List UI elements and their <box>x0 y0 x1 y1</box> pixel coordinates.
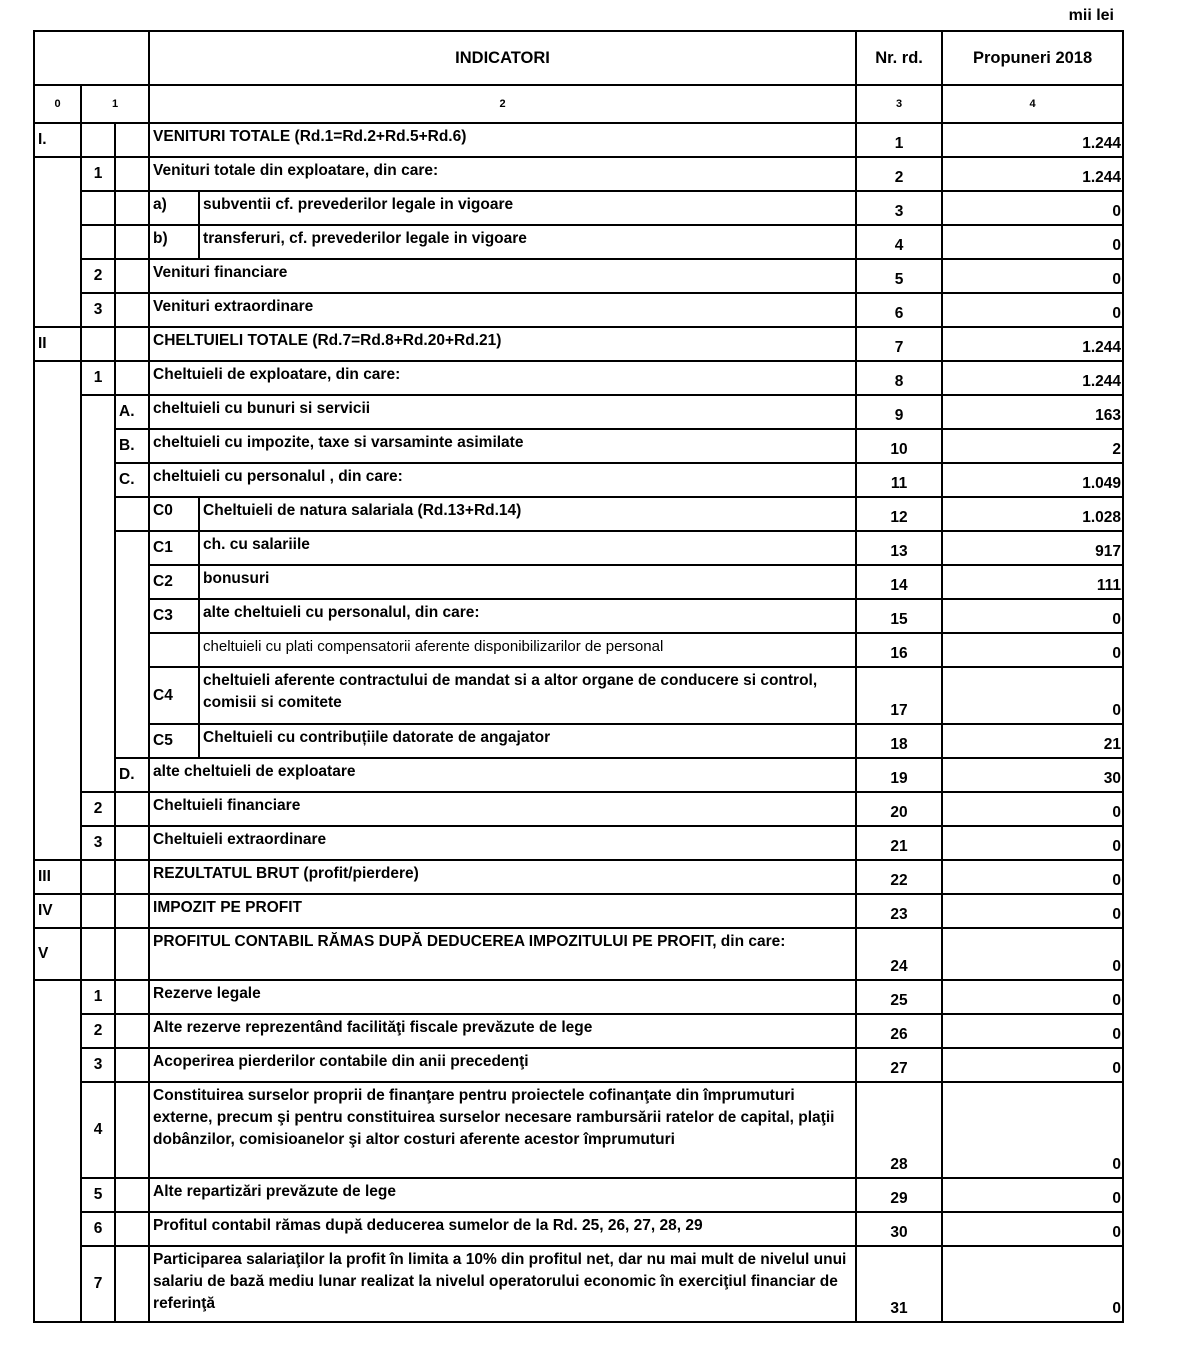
empty-cell <box>81 327 115 361</box>
value-cell: 0 <box>942 1212 1123 1246</box>
row-number: 28 <box>856 1082 942 1178</box>
section-number: II <box>34 327 81 361</box>
col-index-2: 2 <box>149 85 856 123</box>
row-number: 29 <box>856 1178 942 1212</box>
row-number: 9 <box>856 395 942 429</box>
empty-cell <box>115 1212 149 1246</box>
indicator-label: Venituri totale din exploatare, din care: <box>149 157 856 191</box>
indicator-label: cheltuieli aferente contractului de mandat si a altor organe de conducere si control, comisii si comitete <box>199 667 856 724</box>
table-row <box>34 395 1123 429</box>
empty-cell <box>34 361 81 860</box>
empty-cell <box>115 123 149 157</box>
indicator-label: cheltuieli cu impozite, taxe si varsaminte asimilate <box>149 429 856 463</box>
item-code: C4 <box>149 667 199 724</box>
indicator-label: ch. cu salariile <box>199 531 856 565</box>
indicator-label: Acoperirea pierderilor contabile din anii precedenţi <box>149 1048 856 1082</box>
row-number: 4 <box>856 225 942 259</box>
empty-cell <box>115 1014 149 1048</box>
empty-cell <box>115 225 149 259</box>
row-number: 7 <box>856 327 942 361</box>
value-cell: 0 <box>942 633 1123 667</box>
value-cell: 0 <box>942 792 1123 826</box>
section-number: IV <box>34 894 81 928</box>
item-code: C3 <box>149 599 199 633</box>
item-number: 1 <box>81 157 115 191</box>
table-row <box>34 191 1123 225</box>
indicator-label: PROFITUL CONTABIL RĂMAS DUPĂ DEDUCEREA IMPOZITULUI PE PROFIT, din care: <box>149 928 856 980</box>
value-cell: 1.049 <box>942 463 1123 497</box>
row-number: 14 <box>856 565 942 599</box>
table-row <box>34 1048 1123 1082</box>
table-row <box>34 497 1123 531</box>
indicator-label: Cheltuieli extraordinare <box>149 826 856 860</box>
item-letter: b) <box>149 225 199 259</box>
column-index-row <box>34 85 1123 123</box>
empty-cell <box>115 259 149 293</box>
row-number: 2 <box>856 157 942 191</box>
indicator-label: cheltuieli cu plati compensatorii aferente disponibilizarilor de personal <box>199 633 856 667</box>
value-cell: 0 <box>942 599 1123 633</box>
value-cell: 0 <box>942 225 1123 259</box>
empty-cell <box>115 497 149 531</box>
row-number: 30 <box>856 1212 942 1246</box>
table-row <box>34 463 1123 497</box>
item-letter: a) <box>149 191 199 225</box>
item-code: C2 <box>149 565 199 599</box>
indicator-label: Cheltuieli de natura salariala (Rd.13+Rd.14) <box>199 497 856 531</box>
budget-table <box>33 30 1124 1323</box>
table-row <box>34 792 1123 826</box>
table-row <box>34 724 1123 758</box>
item-number: 5 <box>81 1178 115 1212</box>
row-number: 13 <box>856 531 942 565</box>
empty-cell <box>34 157 81 327</box>
indicator-label: CHELTUIELI TOTALE (Rd.7=Rd.8+Rd.20+Rd.21) <box>149 327 856 361</box>
value-cell: 163 <box>942 395 1123 429</box>
table-row <box>34 928 1123 980</box>
row-number: 1 <box>856 123 942 157</box>
empty-cell <box>81 123 115 157</box>
table-row <box>34 860 1123 894</box>
col-index-0: 0 <box>34 85 81 123</box>
row-number: 5 <box>856 259 942 293</box>
table-row <box>34 327 1123 361</box>
empty-cell <box>115 1082 149 1178</box>
empty-cell <box>115 980 149 1014</box>
indicator-label: VENITURI TOTALE (Rd.1=Rd.2+Rd.5+Rd.6) <box>149 123 856 157</box>
table-row <box>34 293 1123 327</box>
table-row <box>34 361 1123 395</box>
item-code: C5 <box>149 724 199 758</box>
item-number: 7 <box>81 1246 115 1322</box>
row-number: 19 <box>856 758 942 792</box>
section-number: I. <box>34 123 81 157</box>
indicator-label: Constituirea surselor proprii de finanţare pentru proiectele cofinanţate din împrumuturi externe, precum şi pentru constituirea surselor necesare rambursării ratelor de capital, plaţii dobânzilor, comisioanelor şi altor costuri aferente acestor împrumuturi <box>149 1082 856 1178</box>
item-letter: A. <box>115 395 149 429</box>
header-indicatori: INDICATORI <box>149 31 856 85</box>
indicator-label: alte cheltuieli cu personalul, din care: <box>199 599 856 633</box>
row-number: 25 <box>856 980 942 1014</box>
value-cell: 0 <box>942 1082 1123 1178</box>
table-row <box>34 1082 1123 1178</box>
header-row <box>34 31 1123 85</box>
item-letter: C. <box>115 463 149 497</box>
value-cell: 0 <box>942 667 1123 724</box>
item-code <box>149 633 199 667</box>
value-cell: 1.028 <box>942 497 1123 531</box>
row-number: 17 <box>856 667 942 724</box>
item-number: 2 <box>81 259 115 293</box>
value-cell: 1.244 <box>942 361 1123 395</box>
value-cell: 30 <box>942 758 1123 792</box>
row-number: 8 <box>856 361 942 395</box>
indicator-label: IMPOZIT PE PROFIT <box>149 894 856 928</box>
indicator-label: Venituri financiare <box>149 259 856 293</box>
row-number: 11 <box>856 463 942 497</box>
header-propuneri: Propuneri 2018 <box>942 31 1123 85</box>
value-cell: 0 <box>942 293 1123 327</box>
empty-cell <box>115 361 149 395</box>
value-cell: 0 <box>942 1048 1123 1082</box>
table-row <box>34 565 1123 599</box>
table-row <box>34 123 1123 157</box>
table-row <box>34 894 1123 928</box>
table-row <box>34 1014 1123 1048</box>
item-number: 2 <box>81 1014 115 1048</box>
row-number: 21 <box>856 826 942 860</box>
indicator-label: Alte repartizări prevăzute de lege <box>149 1178 856 1212</box>
item-letter: B. <box>115 429 149 463</box>
item-letter: D. <box>115 758 149 792</box>
empty-cell <box>115 1048 149 1082</box>
indicator-label: REZULTATUL BRUT (profit/pierdere) <box>149 860 856 894</box>
table-row <box>34 1246 1123 1322</box>
value-cell: 0 <box>942 928 1123 980</box>
col-index-1: 1 <box>81 85 149 123</box>
item-code: C0 <box>149 497 199 531</box>
value-cell: 0 <box>942 860 1123 894</box>
value-cell: 0 <box>942 894 1123 928</box>
empty-cell <box>81 928 115 980</box>
indicator-label: cheltuieli cu personalul , din care: <box>149 463 856 497</box>
row-number: 18 <box>856 724 942 758</box>
indicator-label: Venituri extraordinare <box>149 293 856 327</box>
section-number: III <box>34 860 81 894</box>
empty-cell <box>115 531 149 758</box>
value-cell: 0 <box>942 1246 1123 1322</box>
empty-cell <box>115 894 149 928</box>
empty-cell <box>115 792 149 826</box>
table-row <box>34 599 1123 633</box>
empty-cell <box>115 191 149 225</box>
table-row <box>34 259 1123 293</box>
indicator-label: cheltuieli cu bunuri si servicii <box>149 395 856 429</box>
empty-cell <box>81 191 115 225</box>
value-cell: 0 <box>942 259 1123 293</box>
indicator-label: Cheltuieli de exploatare, din care: <box>149 361 856 395</box>
table-row <box>34 633 1123 667</box>
indicator-label: alte cheltuieli de exploatare <box>149 758 856 792</box>
empty-cell <box>115 860 149 894</box>
empty-cell <box>115 928 149 980</box>
table-row <box>34 1212 1123 1246</box>
row-number: 27 <box>856 1048 942 1082</box>
indicator-label: subventii cf. prevederilor legale in vigoare <box>199 191 856 225</box>
table-row <box>34 1178 1123 1212</box>
table-row <box>34 667 1123 724</box>
empty-cell <box>81 860 115 894</box>
item-number: 3 <box>81 826 115 860</box>
table-row <box>34 225 1123 259</box>
value-cell: 1.244 <box>942 327 1123 361</box>
empty-cell <box>115 1246 149 1322</box>
section-number: V <box>34 928 81 980</box>
item-number: 1 <box>81 361 115 395</box>
row-number: 3 <box>856 191 942 225</box>
header-nr-rd: Nr. rd. <box>856 31 942 85</box>
row-number: 15 <box>856 599 942 633</box>
row-number: 26 <box>856 1014 942 1048</box>
indicator-label: Rezerve legale <box>149 980 856 1014</box>
value-cell: 0 <box>942 1178 1123 1212</box>
row-number: 16 <box>856 633 942 667</box>
empty-cell <box>81 395 115 792</box>
col-index-4: 4 <box>942 85 1123 123</box>
value-cell: 1.244 <box>942 157 1123 191</box>
table-row <box>34 826 1123 860</box>
item-code: C1 <box>149 531 199 565</box>
row-number: 6 <box>856 293 942 327</box>
indicator-label: bonusuri <box>199 565 856 599</box>
empty-cell <box>115 327 149 361</box>
indicator-label: transferuri, cf. prevederilor legale in vigoare <box>199 225 856 259</box>
value-cell: 21 <box>942 724 1123 758</box>
row-number: 24 <box>856 928 942 980</box>
indicator-label: Alte rezerve reprezentând facilităţi fiscale prevăzute de lege <box>149 1014 856 1048</box>
item-number: 3 <box>81 1048 115 1082</box>
row-number: 20 <box>856 792 942 826</box>
empty-cell <box>81 225 115 259</box>
indicator-label: Participarea salariaţilor la profit în limita a 10% din profitul net, dar nu mai mult de nivelul unui salariu de bază mediu lunar realizat la nivelul operatorului economic în exerciţiul financiar de referinţă <box>149 1246 856 1322</box>
empty-cell <box>115 826 149 860</box>
empty-cell <box>115 1178 149 1212</box>
indicator-label: Cheltuieli cu contribuțiile datorate de angajator <box>199 724 856 758</box>
row-number: 12 <box>856 497 942 531</box>
item-number: 4 <box>81 1082 115 1178</box>
value-cell: 917 <box>942 531 1123 565</box>
unit-label: mii lei <box>1068 7 1114 24</box>
table-row <box>34 758 1123 792</box>
indicator-label: Profitul contabil rămas după deducerea sumelor de la Rd. 25, 26, 27, 28, 29 <box>149 1212 856 1246</box>
value-cell: 0 <box>942 980 1123 1014</box>
value-cell: 0 <box>942 826 1123 860</box>
row-number: 10 <box>856 429 942 463</box>
empty-cell <box>81 894 115 928</box>
item-number: 2 <box>81 792 115 826</box>
value-cell: 2 <box>942 429 1123 463</box>
empty-cell <box>115 157 149 191</box>
row-number: 22 <box>856 860 942 894</box>
table-row <box>34 157 1123 191</box>
empty-cell <box>34 980 81 1322</box>
empty-cell <box>115 293 149 327</box>
row-number: 31 <box>856 1246 942 1322</box>
item-number: 6 <box>81 1212 115 1246</box>
header-blank-cell <box>34 31 149 85</box>
indicator-label: Cheltuieli financiare <box>149 792 856 826</box>
table-row <box>34 429 1123 463</box>
item-number: 3 <box>81 293 115 327</box>
table-row <box>34 531 1123 565</box>
value-cell: 0 <box>942 191 1123 225</box>
value-cell: 1.244 <box>942 123 1123 157</box>
col-index-3: 3 <box>856 85 942 123</box>
value-cell: 0 <box>942 1014 1123 1048</box>
row-number: 23 <box>856 894 942 928</box>
table-row <box>34 980 1123 1014</box>
value-cell: 111 <box>942 565 1123 599</box>
item-number: 1 <box>81 980 115 1014</box>
